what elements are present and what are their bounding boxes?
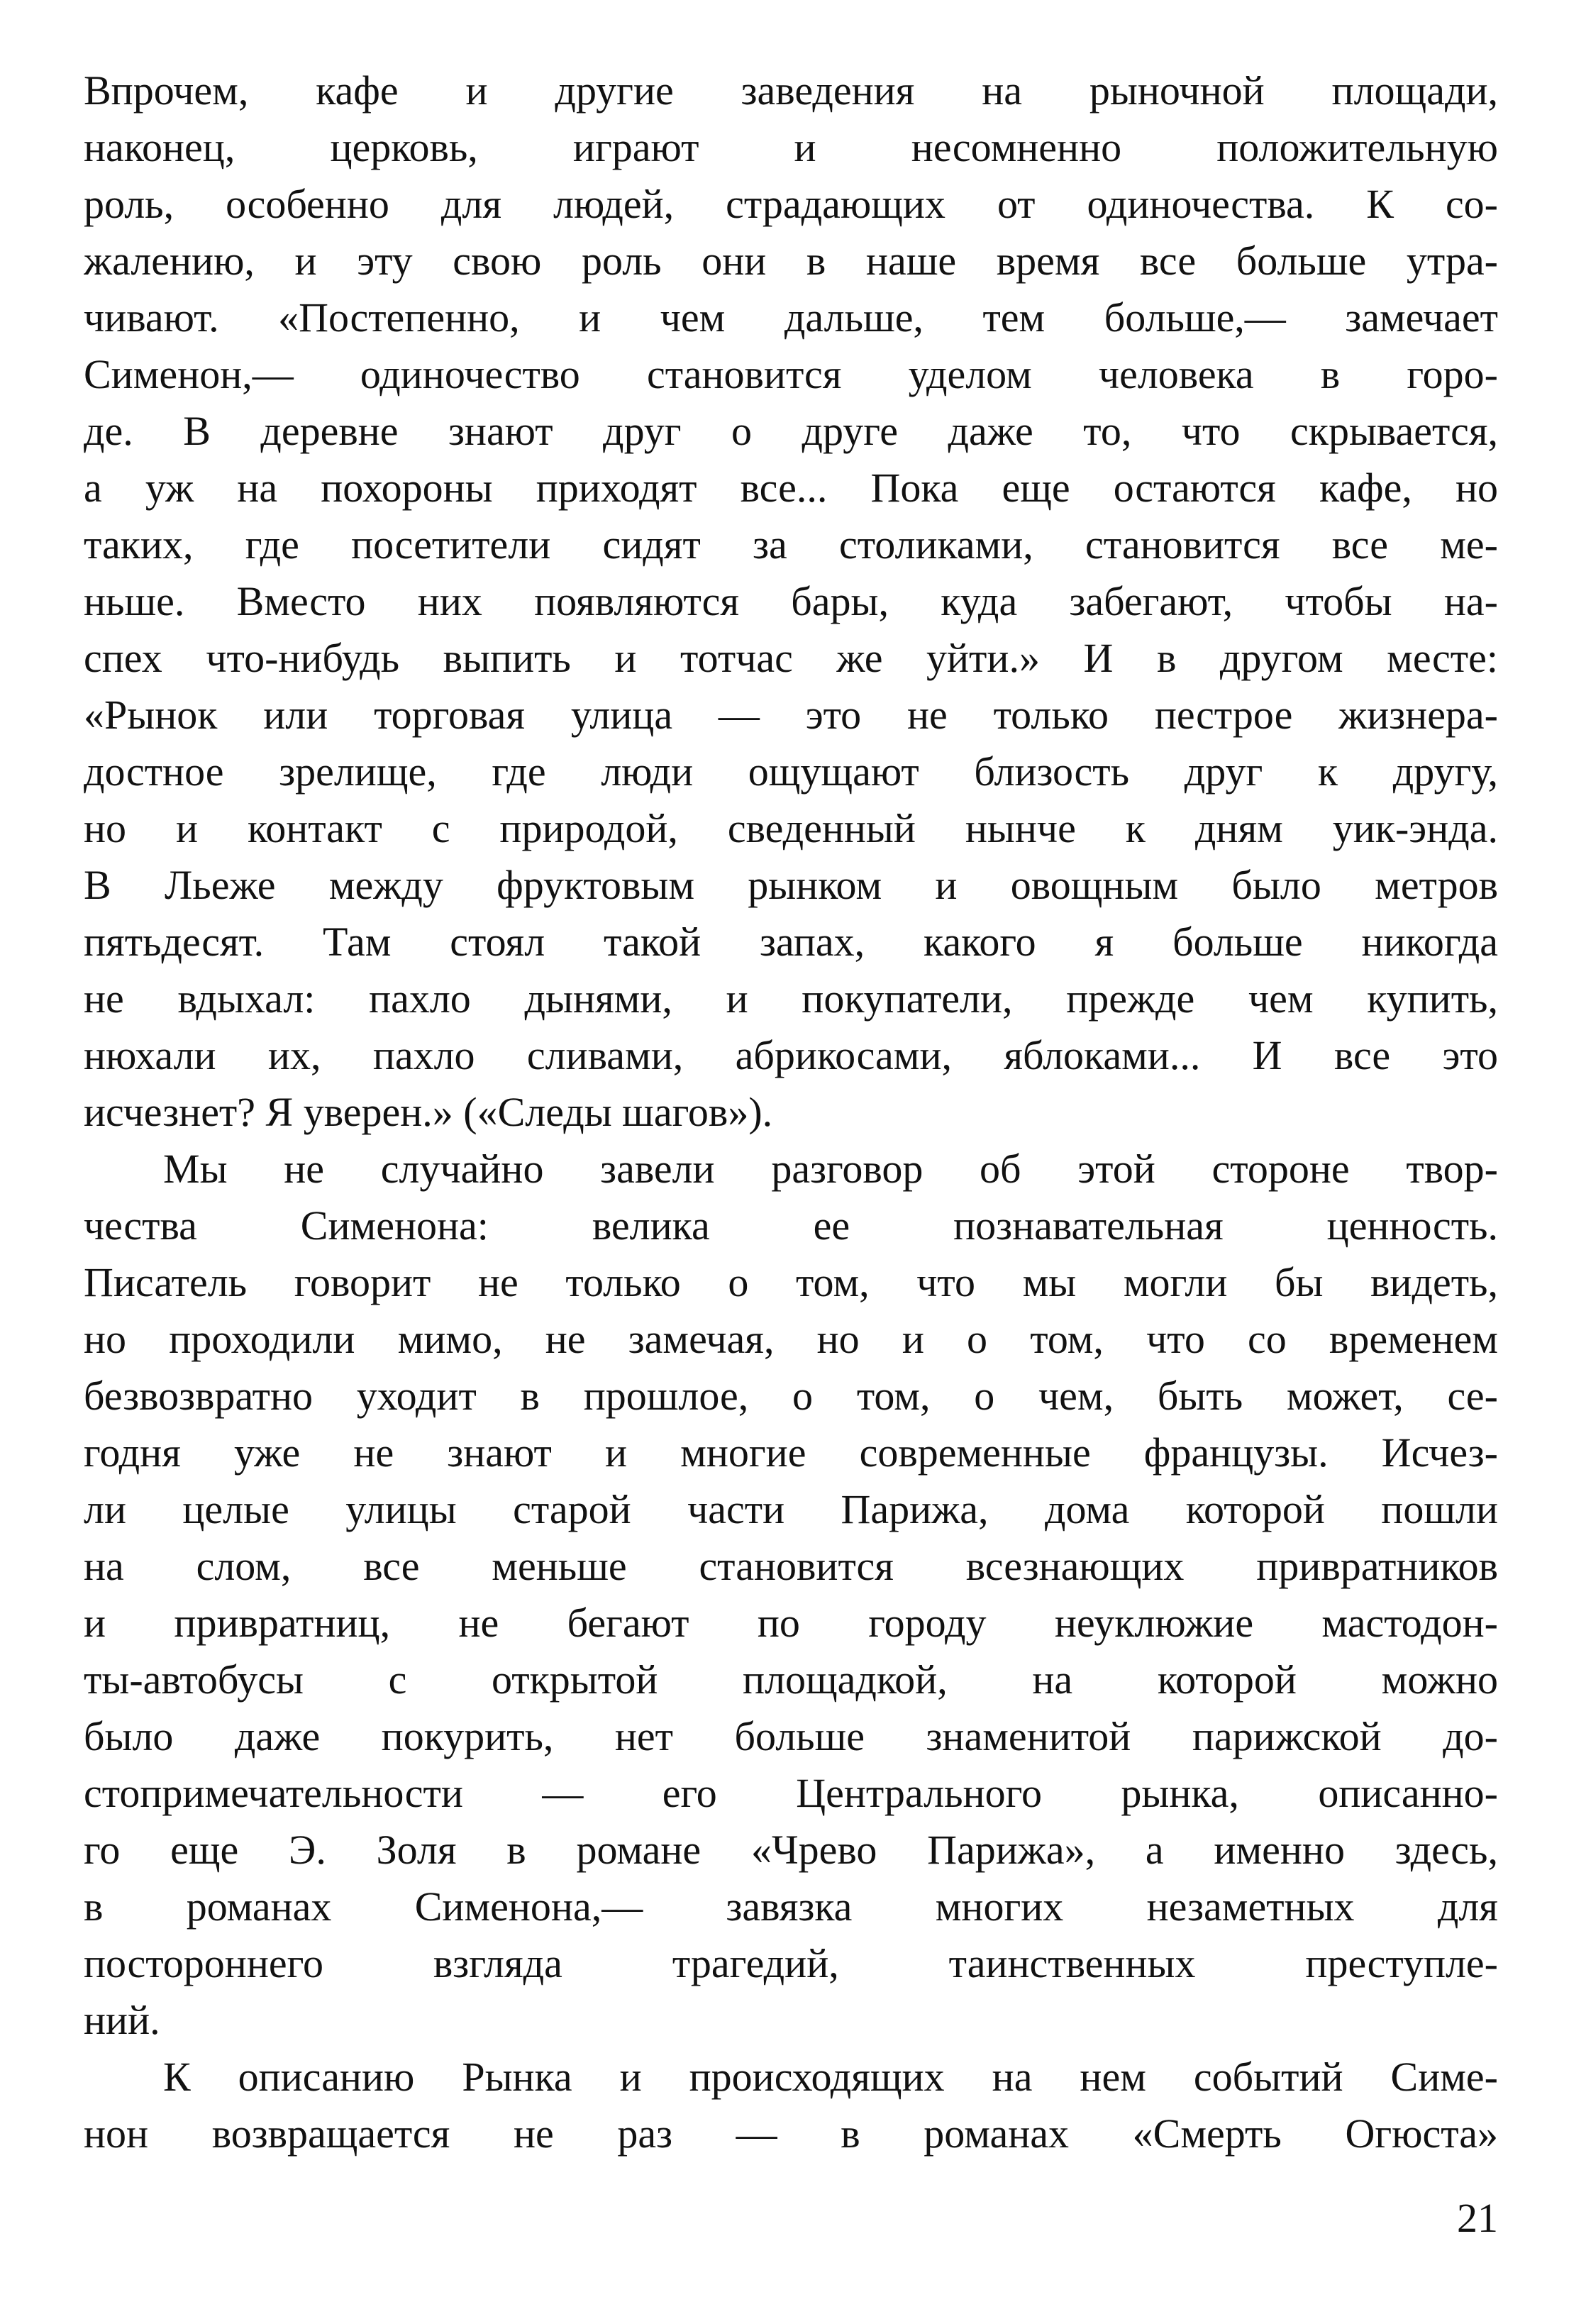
text-line-10: ньше. Вместо них появляются бары, куда забегают, чтобы на-	[84, 578, 1498, 624]
text-line-16: пятьдесят. Там стоял такой запах, какого я больше никогда	[84, 919, 1498, 965]
text-line-12: «Рынок или торговая улица — это не только пестрое жизнера-	[84, 692, 1498, 738]
text-line-28: и привратниц, не бегают по городу неуклюжие мастодон-	[84, 1600, 1498, 1646]
text-line-32: го еще Э. Золя в романе «Чрево Парижа», а именно здесь,	[84, 1827, 1498, 1873]
text-line-5: чивают. «Постепенно, и чем дальше, тем больше,— замечает	[84, 294, 1498, 341]
text-line-14: но и контакт с природой, сведенный нынче к дням уик-энда.	[84, 805, 1498, 851]
text-line-29: ты-автобусы с открытой площадкой, на которой можно	[84, 1656, 1498, 1703]
text-line-8: а уж на похороны приходят все... Пока еще остаются кафе, но	[84, 465, 1498, 511]
text-line-22: Писатель говорит не только о том, что мы могли бы видеть,	[84, 1259, 1498, 1305]
text-line-7: де. В деревне знают друг о друге даже то, что скрывается,	[84, 408, 1498, 454]
book-page	[84, 62, 1498, 2324]
text-line-1: Впрочем, кафе и другие заведения на рыночной площади,	[84, 67, 1498, 114]
text-line-23: но проходили мимо, не замечая, но и о том, что со временем	[84, 1316, 1498, 1362]
text-line-15: В Льеже между фруктовым рынком и овощным было метров	[84, 862, 1498, 908]
text-line-4: жалению, и эту свою роль они в наше время все больше утра-	[84, 238, 1498, 284]
text-line-11: спех что-нибудь выпить и тотчас же уйти.» И в другом месте:	[84, 635, 1498, 681]
text-line-2: наконец, церковь, играют и несомненно положительную	[84, 124, 1498, 170]
text-line-21: чества Сименона: велика ее познавательная ценность.	[84, 1202, 1498, 1249]
text-line-18: нюхали их, пахло сливами, абрикосами, яблоками... И все это	[84, 1032, 1498, 1078]
text-line-13: достное зрелище, где люди ощущают близость друг к другу,	[84, 748, 1498, 795]
text-line-33: в романах Сименона,— завязка многих незаметных для	[84, 1883, 1498, 1930]
text-line-9: таких, где посетители сидят за столиками, становится все ме-	[84, 521, 1498, 568]
page-number: 21	[1457, 2195, 1498, 2241]
text-line-3: роль, особенно для людей, страдающих от одиночества. К со-	[84, 181, 1498, 227]
text-line-27: на слом, все меньше становится всезнающих привратников	[84, 1543, 1498, 1589]
text-line-25: годня уже не знают и многие современные французы. Исчез-	[84, 1429, 1498, 1476]
text-line-17: не вдыхал: пахло дынями, и покупатели, прежде чем купить,	[84, 975, 1498, 1022]
text-line-19: исчезнет? Я уверен.» («Следы шагов»).	[84, 1089, 773, 1135]
text-line-20: Мы не случайно завели разговор об этой стороне твор-	[163, 1146, 1498, 1192]
text-line-31: стопримечательности — его Центрального рынка, описанно-	[84, 1770, 1498, 1816]
text-line-37: нон возвращается не раз — в романах «Смерть Огюста»	[84, 2110, 1498, 2157]
text-line-34: постороннего взгляда трагедий, таинственных преступле-	[84, 1940, 1498, 1986]
text-line-24: безвозвратно уходит в прошлое, о том, о чем, быть может, се-	[84, 1373, 1498, 1419]
text-line-26: ли целые улицы старой части Парижа, дома которой пошли	[84, 1486, 1498, 1532]
text-line-6: Сименон,— одиночество становится уделом человека в горо-	[84, 351, 1498, 397]
text-line-35: ний.	[84, 1997, 160, 2043]
text-line-36: К описанию Рынка и происходящих на нем событий Симе-	[163, 2054, 1498, 2100]
text-line-30: было даже покурить, нет больше знаменитой парижской до-	[84, 1713, 1498, 1759]
